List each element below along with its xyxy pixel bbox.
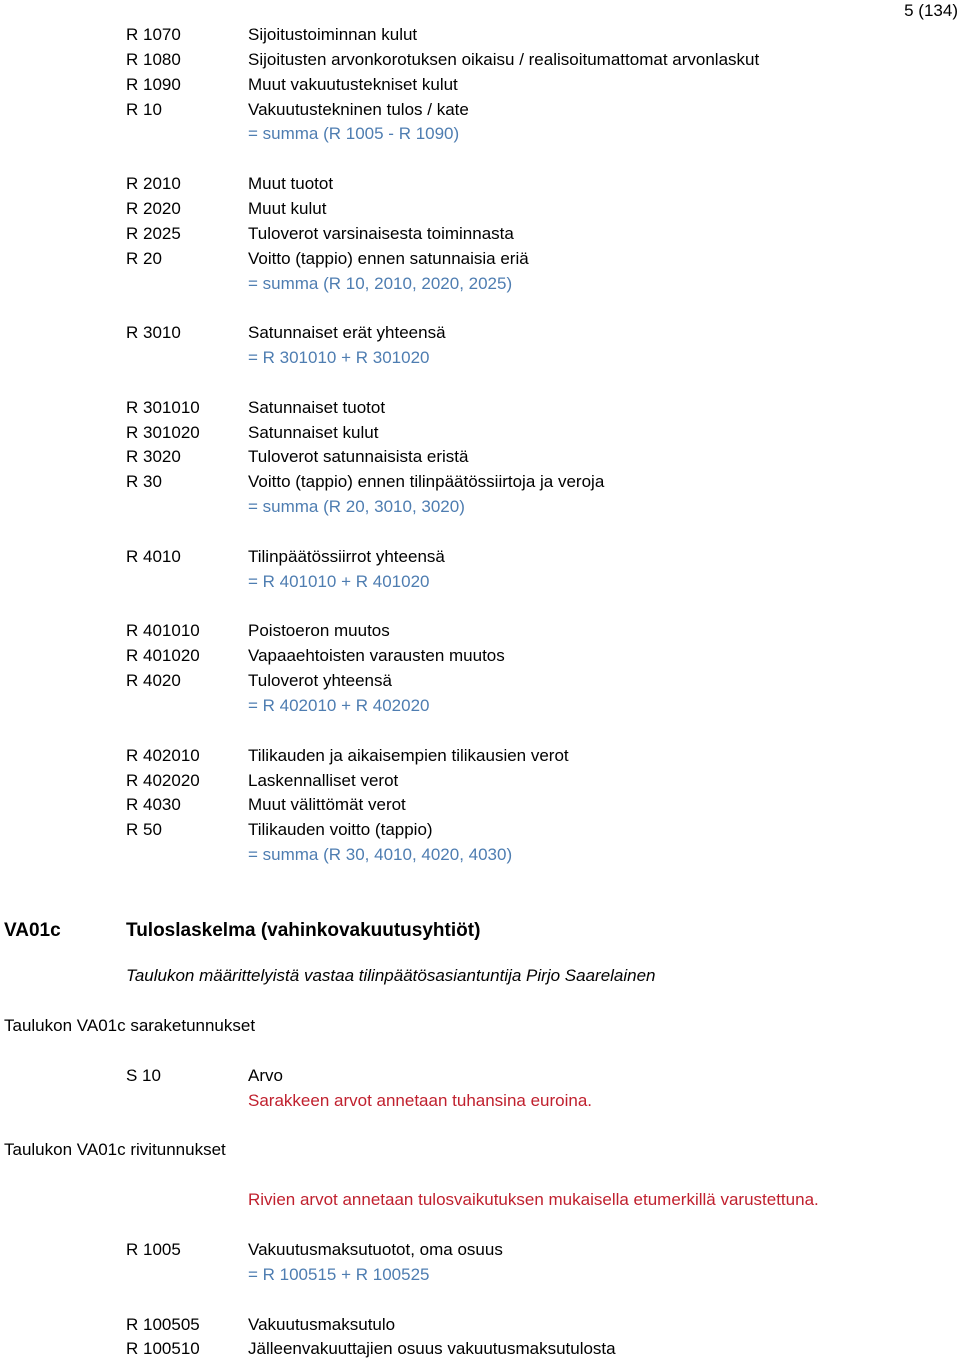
row-code: R 100510 — [126, 1339, 200, 1359]
row-code: R 1090 — [126, 74, 181, 94]
row-description: Vakuutusmaksutuotot, oma osuus — [248, 1240, 503, 1259]
row-code: R 1080 — [126, 49, 181, 69]
row-formula: = summa (R 20, 3010, 3020) — [248, 497, 465, 517]
row-description: Tilikauden ja aikaisempien tilikausien verot — [248, 745, 569, 765]
row-code: R 3010 — [126, 323, 181, 343]
row-description: Vapaaehtoisten varausten muutos — [248, 646, 505, 666]
row-formula: = summa (R 1005 - R 1090) — [248, 124, 460, 144]
row-code: R 20 — [126, 248, 162, 268]
row-code: R 4020 — [126, 671, 181, 691]
row-formula: = R 402010 + R 402020 — [248, 695, 430, 715]
row-code: R 10 — [126, 99, 162, 119]
row-code: R 1005 — [126, 1240, 181, 1259]
row-description: Sijoitusten arvonkorotuksen oikaisu / realisoitumattomat arvonlaskut — [248, 49, 760, 69]
row-description: Laskennalliset verot — [248, 770, 399, 790]
row-code: R 3020 — [126, 447, 181, 467]
row-code: R 30 — [126, 472, 162, 492]
row-code: R 2025 — [126, 223, 181, 243]
row-code: R 301020 — [126, 422, 200, 442]
row-code: R 301010 — [126, 397, 200, 417]
row-code: R 402010 — [126, 745, 200, 765]
row-code: R 401010 — [126, 621, 200, 641]
row-code: R 50 — [126, 820, 162, 840]
row-description: Vakuutusmaksutulo — [248, 1314, 396, 1334]
row-description: Muut vakuutustekniset kulut — [248, 74, 458, 94]
row-description: Tuloverot satunnaisista eristä — [248, 447, 469, 467]
row-description: Muut kulut — [248, 198, 327, 218]
row-description: Satunnaiset kulut — [248, 422, 379, 442]
rows-note: Rivien arvot annetaan tulosvaikutuksen mukaisella etumerkillä varustettuna. — [248, 1190, 819, 1209]
row-formula: = summa (R 10, 2010, 2020, 2025) — [248, 273, 513, 293]
row-description: Poistoeron muutos — [248, 621, 390, 641]
row-description: Satunnaiset tuotot — [248, 397, 386, 417]
row-formula: = R 301010 + R 301020 — [248, 348, 430, 368]
row-description: Sijoitustoiminnan kulut — [248, 25, 418, 44]
row-code: R 1070 — [126, 25, 181, 44]
row-description: Tuloverot varsinaisesta toiminnasta — [248, 223, 514, 243]
column-name: Arvo — [248, 1066, 283, 1085]
column-code: S 10 — [126, 1066, 161, 1085]
row-description: Voitto (tappio) ennen tilinpäätössiirtoja ja veroja — [248, 472, 605, 492]
row-description: Muut tuotot — [248, 174, 334, 194]
row-formula: = R 401010 + R 401020 — [248, 571, 430, 591]
page-number: 5 (134) — [904, 1, 958, 20]
row-formula: = R 100515 + R 100525 — [248, 1264, 430, 1284]
row-description: Tilinpäätössiirrot yhteensä — [248, 546, 445, 566]
row-code: R 401020 — [126, 646, 200, 666]
row-formula: = summa (R 30, 4010, 4020, 4030) — [248, 845, 513, 865]
rows-heading: Taulukon VA01c rivitunnukset — [4, 1140, 226, 1159]
row-description: Muut välittömät verot — [248, 795, 406, 815]
row-description: Tuloverot yhteensä — [248, 671, 392, 691]
row-code: R 402020 — [126, 770, 200, 790]
row-code: R 100505 — [126, 1314, 200, 1334]
row-description: Jälleenvakuuttajien osuus vakuutusmaksutulosta — [248, 1339, 616, 1359]
row-code: R 2020 — [126, 198, 181, 218]
row-description: Tilikauden voitto (tappio) — [248, 820, 433, 840]
section-code: VA01c — [4, 920, 61, 941]
row-description: Voitto (tappio) ennen satunnaisia eriä — [248, 248, 529, 268]
column-note: Sarakkeen arvot annetaan tuhansina euroina. — [248, 1091, 593, 1110]
row-description: Satunnaiset erät yhteensä — [248, 323, 446, 343]
row-code: R 4010 — [126, 546, 181, 566]
columns-heading: Taulukon VA01c saraketunnukset — [4, 1016, 256, 1035]
row-code: R 4030 — [126, 795, 181, 815]
row-code: R 2010 — [126, 174, 181, 194]
section-title: Tuloslaskelma (vahinkovakuutusyhtiöt) — [126, 920, 481, 941]
row-description: Vakuutustekninen tulos / kate — [248, 99, 469, 119]
responsible-note: Taulukon määrittelyistä vastaa tilinpäätösasiantuntija Pirjo Saarelainen — [126, 966, 656, 985]
